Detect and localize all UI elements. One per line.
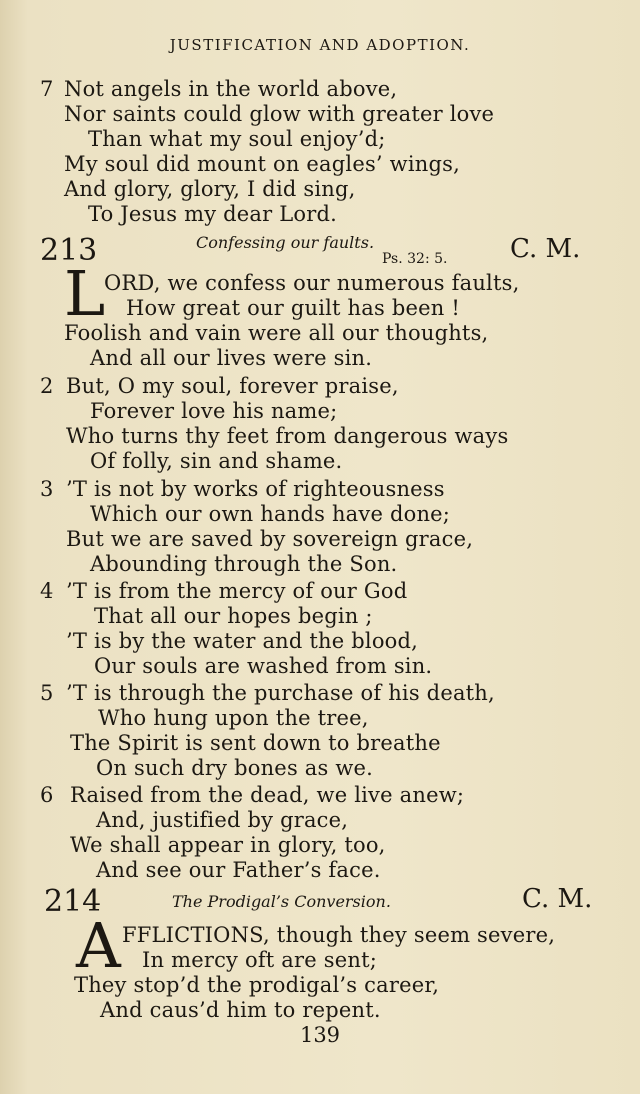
verse-line: But, O my soul, forever praise, [66, 374, 399, 398]
hymn-number: 213 [40, 233, 98, 268]
verse-line: And glory, glory, I did sing, [64, 177, 356, 201]
verse-line: In mercy oft are sent; [142, 948, 378, 972]
verse-line: Which our own hands have done; [90, 502, 451, 526]
verse-line: They stop’d the prodigal’s career, [74, 973, 440, 997]
verse-line: And see our Father’s face. [96, 858, 381, 882]
verse-line: Abounding through the Son. [90, 552, 398, 576]
verse-line: Forever love his name; [90, 399, 338, 423]
verse-line: Who turns thy feet from dangerous ways [66, 424, 509, 448]
drop-cap: A [76, 909, 121, 982]
hymn-meter: C. M. [510, 234, 581, 264]
verse-line: Foolish and vain were all our thoughts, [64, 321, 489, 345]
verse-line: The Spirit is sent down to breathe [70, 731, 441, 755]
verse-line: Not angels in the world above, [64, 77, 398, 101]
verse-number: 5 [40, 681, 54, 705]
verse-line: That all our hopes begin ; [94, 604, 373, 628]
verse-line: ’T is by the water and the blood, [66, 629, 419, 653]
verse-line: Than what my soul enjoy’d; [88, 127, 386, 151]
verse-line: ’T is from the mercy of our God [66, 579, 408, 603]
running-header: JUSTIFICATION AND ADOPTION. [169, 36, 471, 54]
verse-line: Who hung upon the tree, [98, 706, 369, 730]
verse-line: ’T is through the purchase of his death, [66, 681, 495, 705]
verse-number: 6 [40, 783, 54, 807]
verse-number: 3 [40, 477, 54, 501]
hymn-meter: C. M. [522, 884, 593, 914]
hymn-subject: The Prodigal’s Conversion. [172, 892, 391, 911]
verse-number: 2 [40, 374, 54, 398]
verse-line: ORD, we confess our numerous faults, [104, 271, 520, 295]
verse-line: Of folly, sin and shame. [90, 449, 343, 473]
verse-line: How great our guilt has been ! [126, 296, 460, 320]
hymn-number: 214 [44, 884, 102, 919]
scripture-reference: Ps. 32: 5. [382, 251, 448, 267]
verse-line: Raised from the dead, we live anew; [70, 783, 465, 807]
verse-number: 4 [40, 579, 54, 603]
verse-line: And caus’d him to repent. [100, 998, 381, 1022]
verse-line: We shall appear in glory, too, [70, 833, 386, 857]
page-number: 139 [299, 1023, 341, 1047]
verse-line: But we are saved by sovereign grace, [66, 527, 474, 551]
verse-line: My soul did mount on eagles’ wings, [64, 152, 460, 176]
verse-line: Nor saints could glow with greater love [64, 102, 495, 126]
drop-cap: L [64, 257, 106, 330]
verse-line: And, justified by grace, [96, 808, 349, 832]
verse-line: To Jesus my dear Lord. [88, 202, 337, 226]
hymn-subject: Confessing our faults. [196, 233, 375, 252]
verse-line: FFLICTIONS, though they seem severe, [122, 923, 556, 947]
verse-line: On such dry bones as we. [96, 756, 374, 780]
verse-line: ’T is not by works of righteousness [66, 477, 445, 501]
verse-number: 7 [40, 77, 54, 101]
verse-line: Our souls are washed from sin. [94, 654, 433, 678]
verse-line: And all our lives were sin. [90, 346, 373, 370]
